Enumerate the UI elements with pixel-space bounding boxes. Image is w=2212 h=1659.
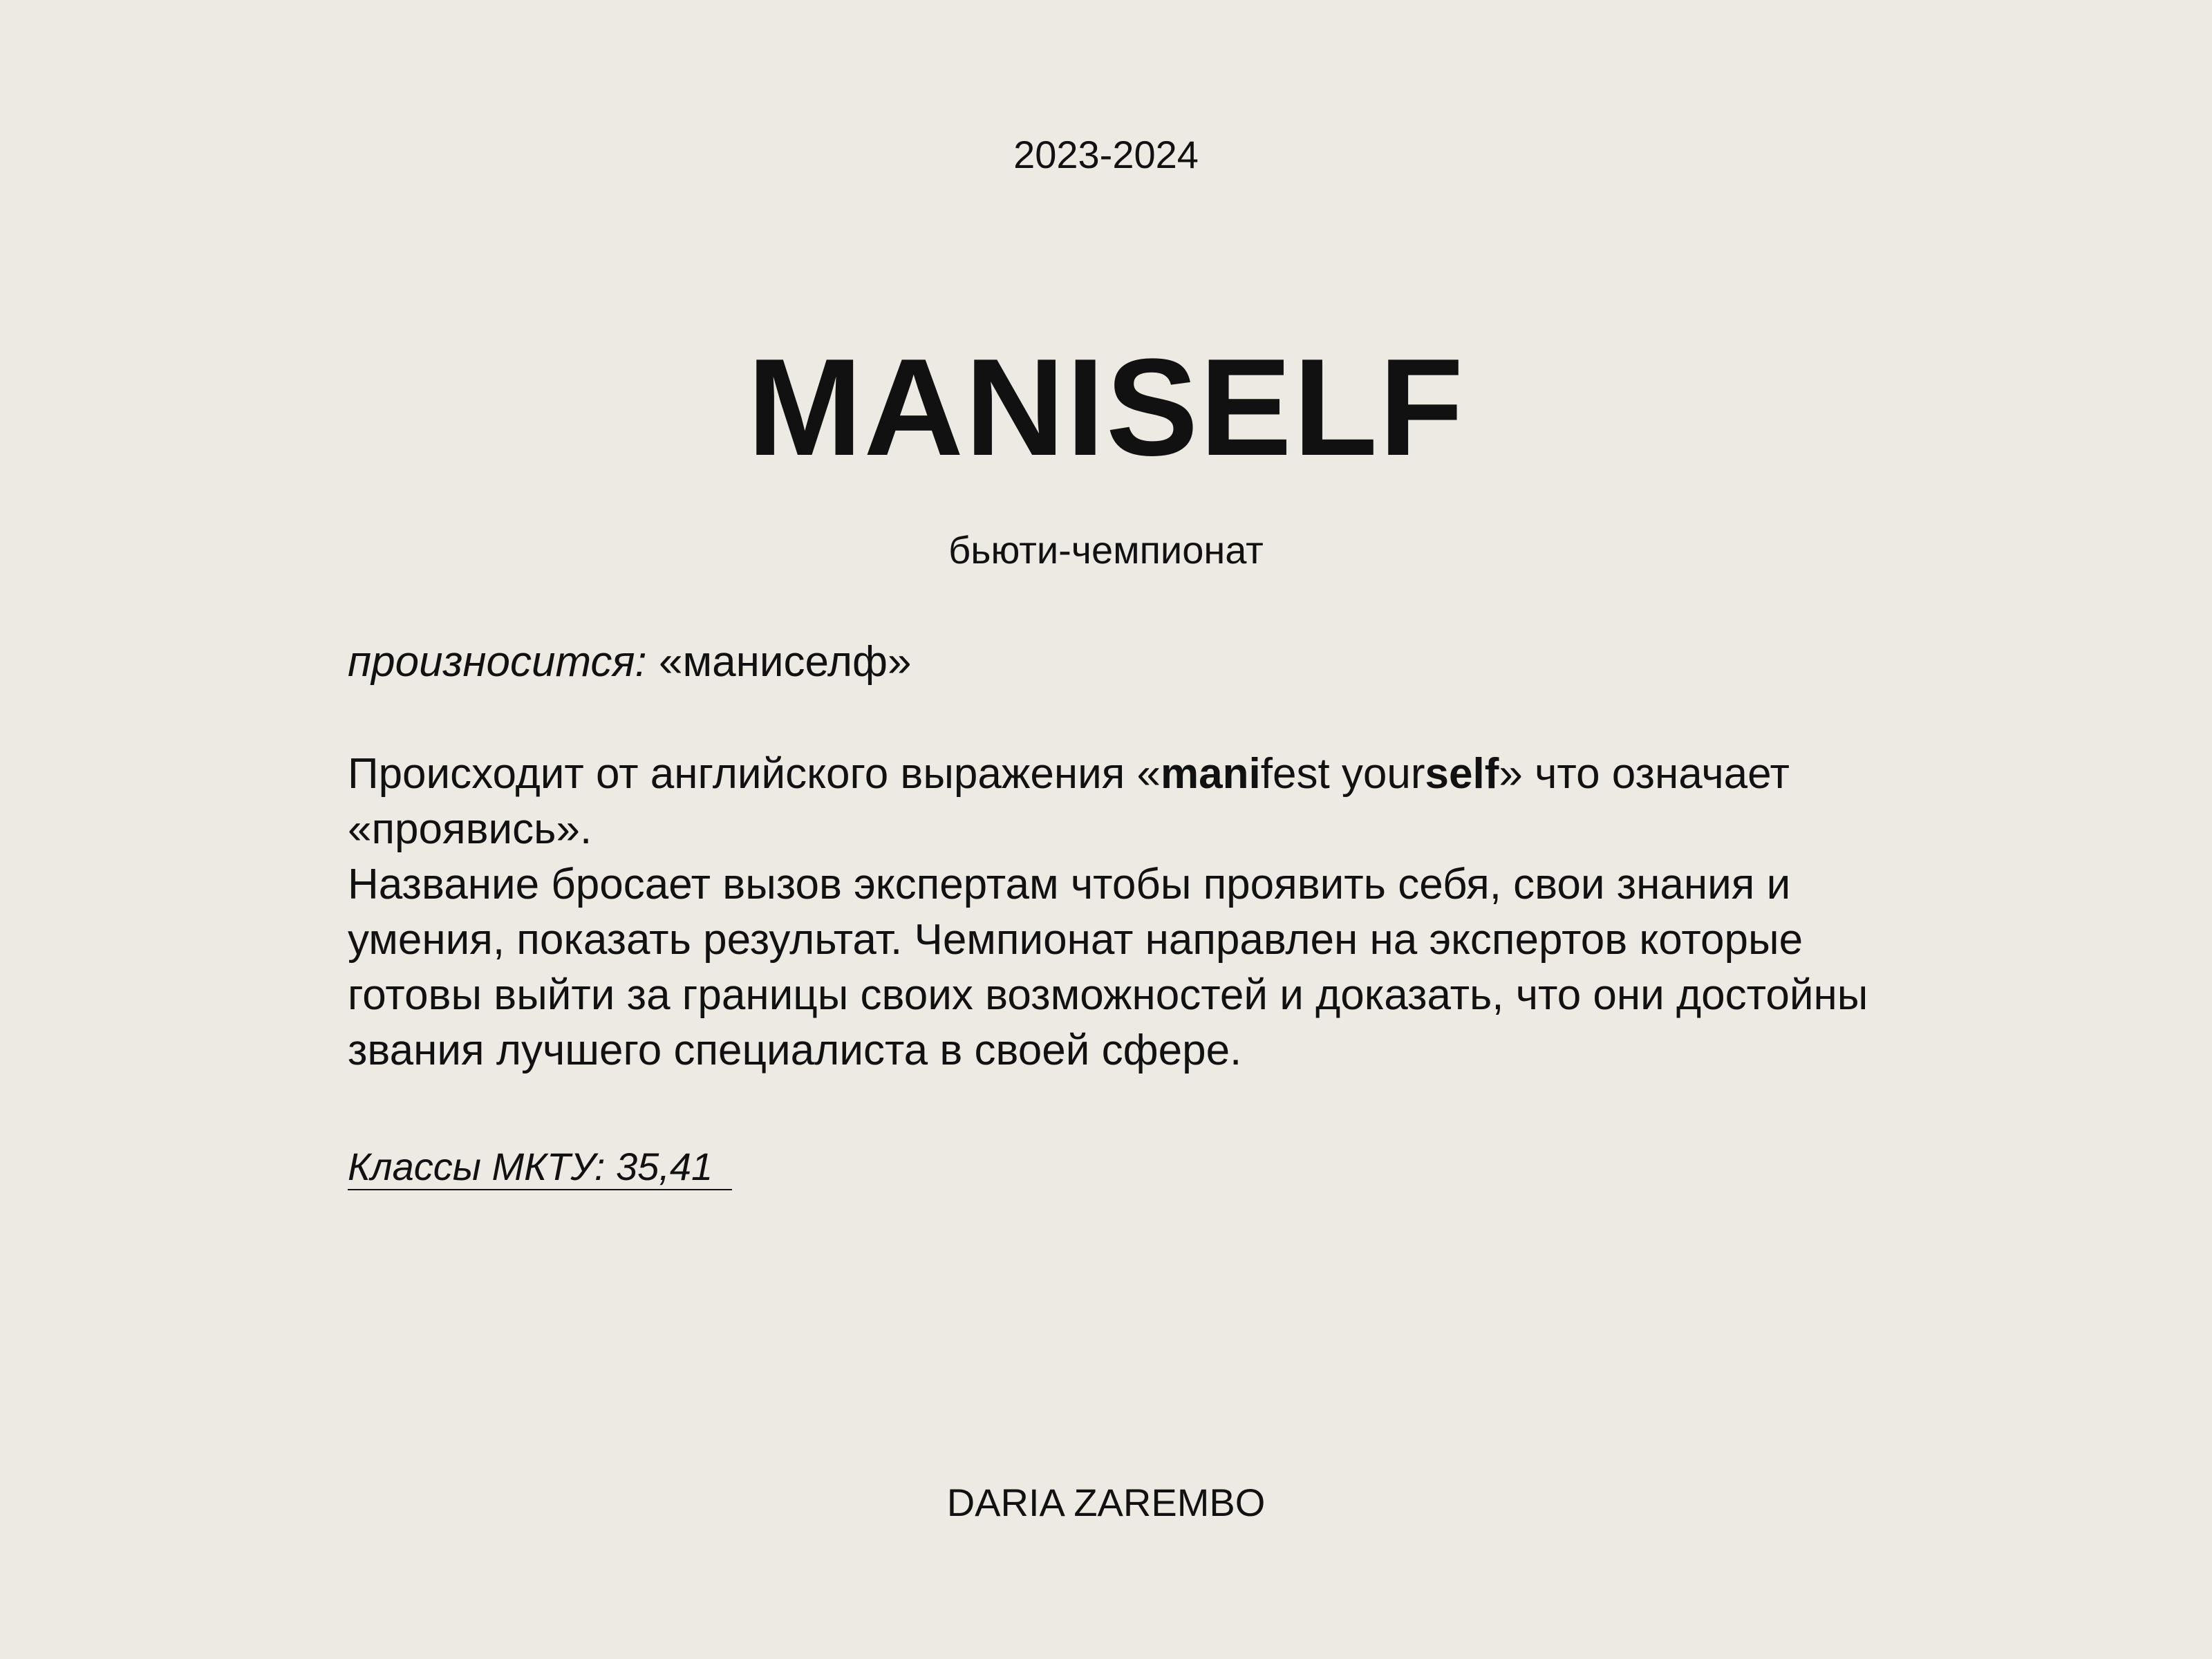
origin-text-fest-your: fest your xyxy=(1260,750,1425,798)
brand-title: MANISELF xyxy=(747,330,1465,485)
pronunciation-value: «маниселф» xyxy=(646,638,912,686)
years-label: 2023-2024 xyxy=(1013,133,1199,176)
origin-paragraph xyxy=(348,747,1903,857)
origin-suffix: » что означает «проявись». xyxy=(348,750,1790,853)
origin-highlight-self: self xyxy=(1425,750,1499,798)
brand-tagline: бьюти-чемпионат xyxy=(948,528,1264,572)
pronunciation-label: произносится: xyxy=(348,638,647,686)
origin-highlight-mani: mani xyxy=(1161,750,1261,798)
author-name: DARIA ZAREMBO xyxy=(946,1481,1266,1524)
main-content xyxy=(348,635,1903,1190)
pronunciation-line xyxy=(348,635,1903,690)
description xyxy=(348,747,1903,1078)
mktu-classes: Классы МКТУ: 35,41 xyxy=(348,1145,732,1190)
origin-prefix: Происходит от английского выражения « xyxy=(348,750,1161,798)
body-paragraph: Название бросает вызов экспертам чтобы проявить себя, свои знания и умения, показать результат. Чемпионат направлен на экспертов которые готовы выйти за границы своих возможностей и доказать, что они достойны звания лучшего специалиста в своей сфере. xyxy=(348,861,1868,1074)
